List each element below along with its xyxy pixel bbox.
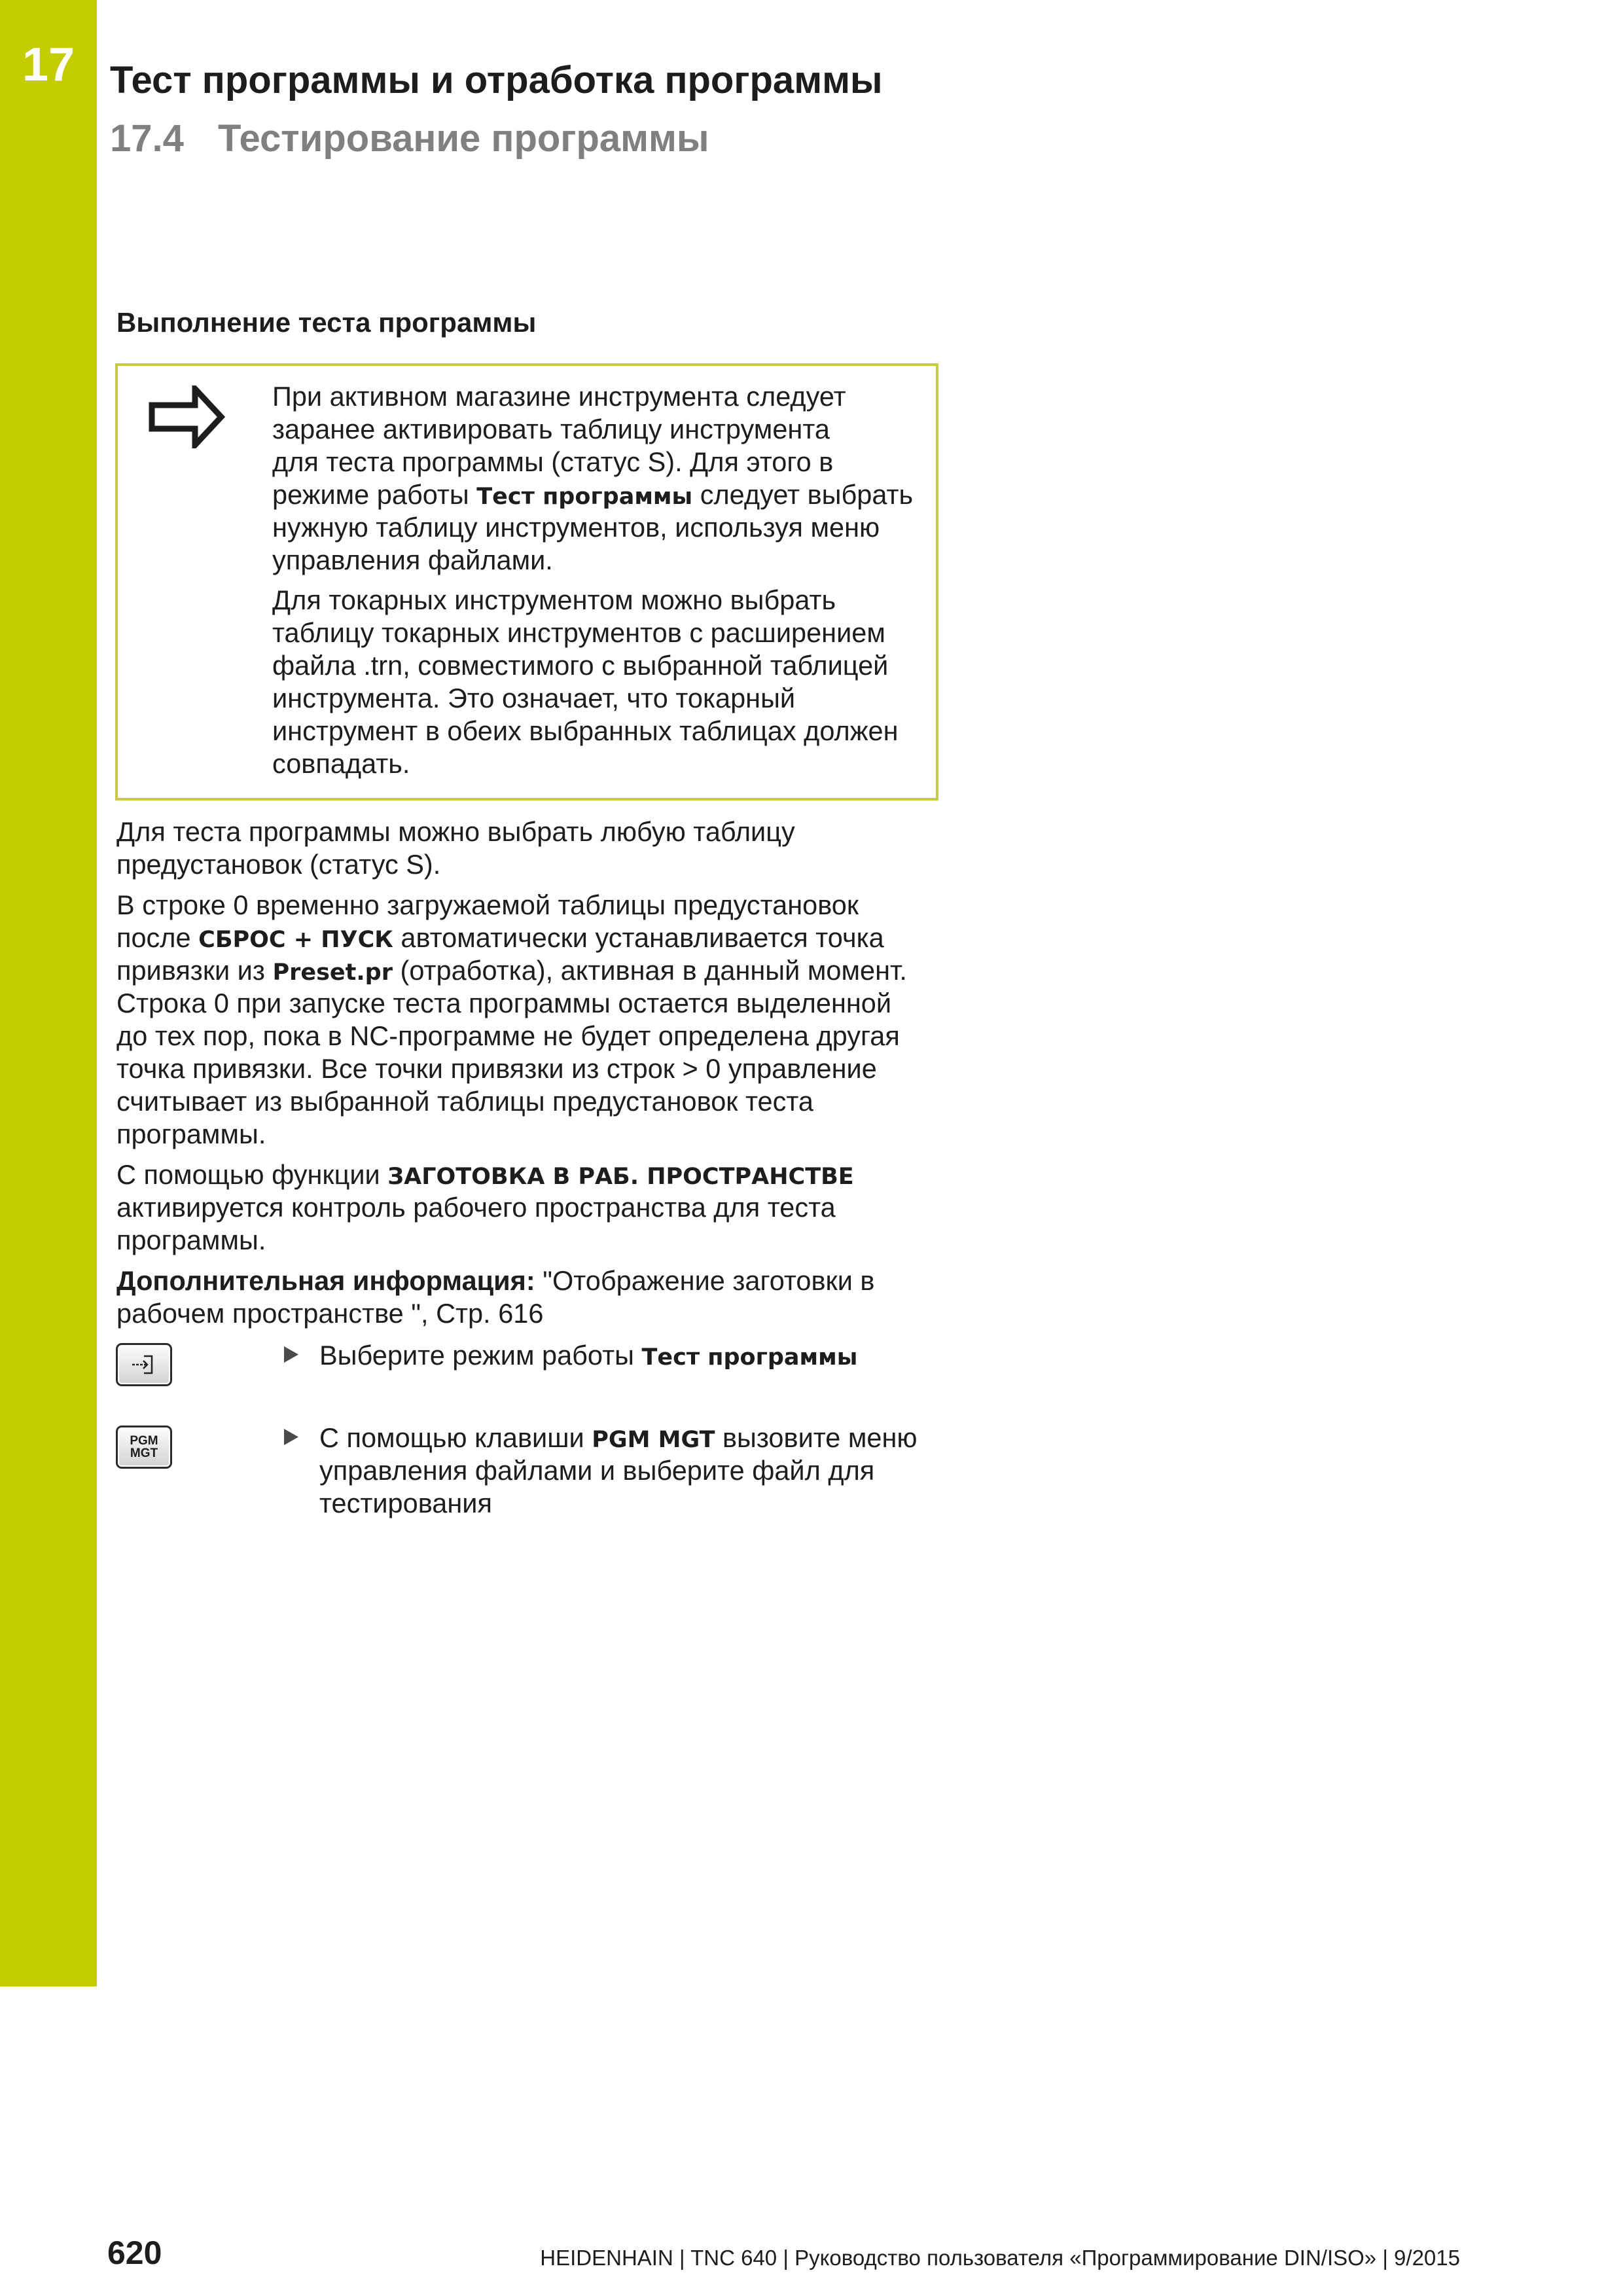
text-line <box>116 1020 907 1052</box>
chapter-number: 17 <box>22 39 75 91</box>
text-run: заранее активировать таблицу инструмента <box>272 414 830 444</box>
text-run: режиме работы <box>272 479 477 510</box>
text-run: таблицу токарных инструментов с расширением <box>272 617 885 648</box>
text-line <box>272 511 913 544</box>
text-line <box>116 1297 907 1330</box>
text-line <box>116 1118 907 1151</box>
text-line <box>319 1454 918 1487</box>
text-line <box>272 584 913 617</box>
note-text <box>272 380 913 780</box>
text-run: автоматически устанавливается точка <box>393 922 884 953</box>
text-run: управления файлами. <box>272 545 553 575</box>
text-run: Для теста программы можно выбрать любую таблицу <box>116 816 795 847</box>
text-run: рабочем пространстве ", Стр. 616 <box>116 1298 544 1329</box>
text-line <box>272 649 913 682</box>
text-line <box>116 954 907 987</box>
text-line <box>116 1224 907 1257</box>
paragraph <box>116 889 907 1151</box>
text-run: (отработка), активная в данный момент. <box>393 955 907 986</box>
text-run: точка привязки. Все точки привязки из строк > 0 управление <box>116 1053 877 1084</box>
triangle-shape <box>284 1346 298 1363</box>
text-run: С помощью функции <box>116 1159 388 1190</box>
text-run: считывает из выбранной таблицы предустановок теста <box>116 1086 813 1117</box>
test-run-glyph-icon <box>118 1345 170 1384</box>
text-line <box>272 413 913 446</box>
text-run: В строке 0 временно загружаемой таблицы предустановок <box>116 889 859 920</box>
paragraph <box>272 584 913 780</box>
section-title-text: Тестирование программы <box>218 117 709 160</box>
arrow-outline-shape <box>152 389 221 445</box>
footer-text: HEIDENHAIN | TNC 640 | Руководство пользователя «Программирование DIN/ISO» | 9/2015 <box>540 2246 1460 2270</box>
paragraph <box>116 816 907 881</box>
text-run: для теста программы (статус S). Для этого в <box>272 446 834 477</box>
step-select-test-run <box>0 1339 942 1391</box>
text-run: инструмент в обеих выбранных таблицах должен <box>272 715 899 746</box>
text-line <box>116 1085 907 1118</box>
text-run: "Отображение заготовки в <box>535 1265 875 1296</box>
pgm-mgt-key-icon <box>116 1426 172 1469</box>
text-run: Выберите режим работы <box>319 1340 642 1371</box>
section-title <box>110 117 764 163</box>
text-run: файла .trn, совместимого с выбранной таблицей <box>272 650 889 681</box>
text-run: привязки из <box>116 955 273 986</box>
text-run: При активном магазине инструмента следует <box>272 381 846 412</box>
text-line <box>272 380 913 413</box>
bullet-triangle-icon <box>284 1429 298 1445</box>
text-run: Для токарных инструментом можно выбрать <box>272 584 836 615</box>
page-number: 620 <box>107 2234 162 2271</box>
text-run: совпадать. <box>272 748 410 779</box>
chapter-sidebar <box>0 0 97 1986</box>
key-label-line: MGT <box>130 1446 158 1460</box>
text-line <box>319 1422 918 1454</box>
ui-term: Тест программы <box>641 1344 858 1371</box>
ui-term: ЗАГОТОВКА В РАБ. ПРОСТРАНСТВЕ <box>387 1164 854 1190</box>
text-line <box>272 747 913 780</box>
subsection-heading: Выполнение теста программы <box>116 307 537 338</box>
bold-label: Дополнительная информация: <box>116 1265 535 1296</box>
step-text <box>319 1422 918 1520</box>
text-run: нужную таблицу инструментов, используя меню <box>272 512 880 543</box>
arrow-right-outline-icon <box>149 386 225 448</box>
text-line <box>272 544 913 577</box>
text-line <box>272 446 913 478</box>
text-line <box>116 1265 907 1297</box>
paragraph <box>272 380 913 577</box>
text-run: С помощью клавиши <box>319 1422 592 1453</box>
text-run: программы. <box>116 1119 266 1149</box>
bullet-triangle-icon <box>284 1346 298 1363</box>
text-line <box>116 1052 907 1085</box>
text-run: предустановок (статус S). <box>116 849 441 880</box>
paragraph <box>116 1158 907 1257</box>
text-run: следует выбрать <box>692 479 914 510</box>
text-run: управления файлами и выберите файл для <box>319 1455 875 1486</box>
text-run: активируется контроль рабочего пространства для теста <box>116 1192 836 1223</box>
ui-term: СБРОС + ПУСК <box>198 927 393 953</box>
text-run: инструмента. Это означает, что токарный <box>272 683 796 713</box>
text-run: после <box>116 922 199 953</box>
section-number: 17.4 <box>110 117 184 160</box>
key-labels <box>118 1435 170 1460</box>
text-line <box>272 478 913 511</box>
step-text <box>319 1339 857 1372</box>
text-line <box>116 922 907 954</box>
body-text <box>116 816 907 1330</box>
text-line <box>319 1339 857 1372</box>
text-run: программы. <box>116 1225 266 1255</box>
ui-term: Тест программы <box>476 484 693 510</box>
text-run: Строка 0 при запуске теста программы остается выделенной <box>116 988 892 1018</box>
triangle-shape <box>284 1429 298 1445</box>
text-line <box>272 682 913 715</box>
note-box <box>115 363 938 800</box>
step-open-file-manager <box>0 1422 942 1520</box>
ui-term: Preset.pr <box>272 960 393 986</box>
text-run: до тех пор, пока в NC-программе не будет определена другая <box>116 1020 900 1051</box>
text-line <box>319 1487 918 1520</box>
text-run: вызовите меню <box>715 1422 918 1453</box>
text-line <box>116 987 907 1020</box>
text-line <box>116 1158 907 1191</box>
key-label-line: PGM <box>130 1434 158 1448</box>
text-line <box>116 889 907 922</box>
text-line <box>272 617 913 649</box>
text-line <box>116 848 907 881</box>
paragraph <box>116 1265 907 1330</box>
test-run-mode-key-icon <box>116 1343 172 1386</box>
text-line <box>116 1191 907 1224</box>
text-line <box>116 816 907 848</box>
text-line <box>272 715 913 747</box>
chapter-title: Тест программы и отработка программы <box>110 59 883 101</box>
ui-term: PGM MGT <box>592 1427 715 1453</box>
text-run: тестирования <box>319 1488 492 1518</box>
